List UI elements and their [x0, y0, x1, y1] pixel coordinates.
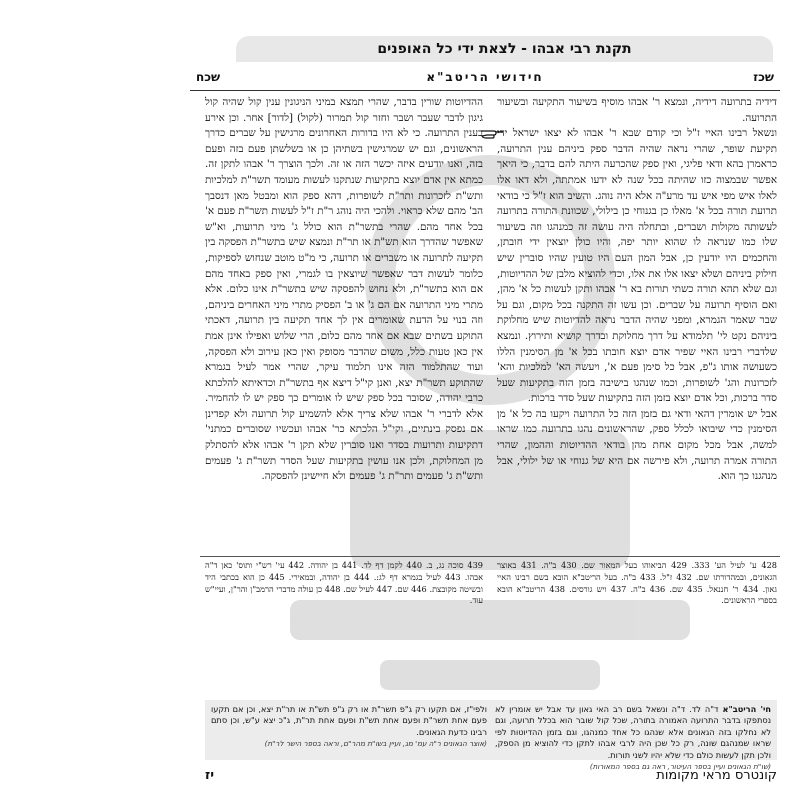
running-head-title: חידושי הריטב"א [426, 70, 544, 84]
page-number-right: שכז [753, 70, 774, 84]
text-paragraph: דידיה בתרועה דידיה, ונמצא ר' אבהו מוסיף בשיעור התקיעה ובשיעור התרועה. [497, 96, 777, 124]
sources-box-right [495, 704, 771, 772]
pointing-hand-icon [480, 126, 504, 140]
text-paragraph: ההדיוטות שורין בדבר, שהרי תמצא במיני הניגונין ענין קול שהיה קול גיגון לדבר שעבר ושבר וחזר קול תמרור (לקול) [לדור] אחר. וכן אירע בענין התרועה. כי לא היו בדורות האחרונים מרגישין על שברים כדרך הראשונים, וגם יש שמרגישין בשתיהן כן או בשלשתן פעם בזה ופעם בזה, ואנו יודעים איזה יכשר הזה או זה. ולכך הוצרך ר' אבהו לתקן זה. כמתא אין אדם יוצא בתקיעות שנתקנו לעשות מעומד תשר"ת למלכיות ותש"ת לזכרונות ותר"ת לשופרות, דהא ספק הוא ומבטל מאן דנסבך הב' מהם שלא כראוי. ולהכי היה נוהג ר"ת ז"ל לעשות תשר"ת פעם א' בכל אחד מהם. שהרי בתשר"ת הוא כולל ג' מיני תרועות, וא"ש שאפשר שהדרך הוא תש"ת או תר"ת ונמצא שיש בתשר"ת הפסקה בין תקיעה לתרועה או משברים או תרועה, כי מ"ט מוטב שנחוש לספיקות, כלומר לעשות דבר שאפשר שיוצאין בו לגמרי, ואין ספק באחד מהם אם הוא בתשר"ת, ולא נחוש להפסקה שיש בתשר"ת אינו כלום. אלא מתרי מיני התרועה אם הם ג' או ב' הפסיק מתרי מיני האחרים ביניהם, וזה בנוי על הדעת שאומרים אין לך אחד תקיעה בין תרועה, דאכתי התוקע בשתים שבא אם אחד מהם כלום, הרי שלוש ואפילו אינן אמת אין כאן טעות כלל, משום שהדבר מסופק ואין כאן עירוב ולא הפסקה, ועוד שהתלמוד הזה אינו תלמוד עיקר, שהרי אמר לעיל בגמרא שהתוקע תשר"ת יצא, ואנן קי"ל דיצא אף בתשר"ת וכדאיתא להלכתא כרבי יהודה, שסובר בכל ספק שיש לו אומרים כך ספק יש לו להחמיר. אלא לדברי ר' אבהו שלא צריך אלא להשמיע קול תרועה ולא קפדינן אם נפסק בינתיים, וקי"ל הלכתא כר' אבהו ועכשיו שסוברים כמתני' דתקיעות ותרועות בסדר ואנו סוברין שלא תקן ר' אבהו אלא להסתלק מן המחלוקת, ולכן אנו עושין בתקיעות שעל הסדר תשר"ת ג' פעמים ותש"ת ג' פעמים ותר"ת ג' פעמים ולא חיישינן להפסקה. [205, 96, 483, 483]
page-number: יז [205, 768, 215, 783]
footnote-divider [200, 556, 780, 557]
page-number-left: שכח [196, 70, 221, 84]
sources-box-citation: (שו"ת הגאונים ועיין בספר העיטור, ראה גם בספר המאורות) [589, 762, 771, 772]
sources-box-lead: חי' הריטב"א [722, 704, 771, 714]
sources-box-text: ולפי"ז, אם תקעו רק ג"פ תשר"ת או רק ג"פ תש"ת או תר"ת יצא, וכן אם תקעו פעם אחת תשר"ת ופעם אחת תש"ת ופעם אחת תר"ת, ג"כ יצא ע"ש, וכן סתם רבינו כדעת הגאונים. [211, 704, 487, 737]
footnote-text: 428 ע' לעיל הע' 333. 429 הביאוהו בעל המאור שם. 430 ב"ה. 431 באוצר הגאונים, ובמהדורתו שם. 432 ז"ל. 433 ב"ה. בעל הריטב"א הובא בשם רבינו האיי גאון. 434 ר' חננאל. 435 שם. 436 ב"ה. 437 ויש גורסים. 438 הריטב"א הובא בספרי הראשונים. [497, 560, 777, 606]
text-paragraph: אבל יש אומרין דהאי ודאי גם בזמן הזה כל התרועה ויקעו בה כל א' מן הסימנין כדי שיבואו לכלל ספק, שהראשונים נהגו בתרועה כמו שראו למשה, אבל מכל מקום אחת מהן בודאי ההדיוטות וההמון, שהרי התורה אמרה תרועה, ולא פירשה אם היא של גנוחי או של ילולי, אבל מנהגנו כך הוא. [497, 407, 777, 483]
sources-box-left [211, 704, 487, 750]
footnote-text: 439 סוכה נג, ב. 440 לקמן דף לד. 441 בן יהודה. 442 עי' רש"י ותוס' כאן ד"ה אבהו. 443 לעיל בגמרא דף לג:. 444 בן יהודה, ובמאירי. 445 כן הוא בכתבי היד ובשיטה מקובצת. 446 שם. 447 לעיל שם. 448 כן עולה מדברי הרמב"ן והר"ן, ועיי"ש עוד. [205, 560, 484, 606]
footnotes-right [497, 560, 777, 692]
sources-box [205, 700, 777, 772]
sources-box-citation: (אוצר הגאונים ר"ה עמ' מג, ועיין בשו"ת מהר"ם, וראה בספר הישר לר"ת) [264, 739, 487, 749]
running-head [190, 68, 780, 88]
page-title: תקנת רבי אבהו - לצאת ידי כל האופנים [377, 41, 632, 57]
text-paragraph: ונשאל רבינו האיי ז"ל וכי קודם שבא ר' אבהו לא יצאו ישראל ידי תקיעת שופר, שהרי נראה שהיה הדבר ספק ביניהם ענין התרועה, כראמרן בהא ודאי פליגי, ואין ספק שהכרעה היתה להם בדבר, כי היאך אפשר שבמצוה כזו שהיתה בכל שנה לא ידעו אמתתה, ולא דאו אלו לאלו איש מפי איש עד מרע"ה אלא היה נוהג. והשיב הוא ז"ל כי בודאי תרועת תורה בכל א' מאלו כן בגנוחי כן בילולי, שכוונת התורה בתרועה לעשותה מקולות ושברים, ובתחלה היה עושה זה כמנהגו וזה בשיעור שלו כמו שנראה לו שהוא יותר יפה, והיו כולן יוצאין ידי חובתן, והחכמים היו יודעין כן, אבל המון העם היו טועין שהיו סוברין שיש חילוק ביניהם ושלא יצאו אלו את אלו, וכדי להוציא מלבן של ההדיוטות, וגם שלא תהא תורה כשתי תורות בא ר' אבהו ותקן לעשות כל א' מהן, ואם הוסיף תרועה על שברים. וכן עשו זה התקנה בכל מקום, וגם על שבר שאמר הגמרא, ומפני שהיה הדבר נראה להדיוטות שיש מחלוקת ביניהם נקט לי' תלמודא על דרך מחלוקת ובדרך קושיא ותירוץ. ונמצא שלדברי רבינו האיי שפיר אדם יוצא חובתו בכל א' מן הסימנין הללו כשעושה אותו ג"פ, אבל כל סימן פעם א', ויעשה הא' למלכיות והא' לזכרונות והג' לשופרות, וכמו שנהגו בישיבה בזמן הזה בתקיעות שעל סדר ברכות, וכל אדם יוצא בזמן הזה בתקיעות שעל סדר ברכות. [497, 127, 777, 405]
page-footer [205, 768, 777, 786]
sources-box-text: ד"ה לד. ד"ה ונשאל בשם רב האי גאון עד אבל יש אומרין לא נסתפקו בדבר התרועה האמורה בתורה, שכל קול שובר הוא בכלל תרועה, וגם לא נחלקו בזה הגאונים אלא שנהגו כל אחד כמנהגו, וגם בזמן ההדיוטות לפי שראו שמנהגם שונה, רק כל שכן היה לרבי אבהו לתקן כדי להוציא מן הספק, ולכן תקן לעשות כולם כדי שלא יהיו לשני תורות. [495, 704, 771, 760]
header-divider [190, 90, 780, 91]
main-column-right [497, 95, 777, 550]
main-column-left [205, 95, 483, 550]
series-title: קונטרס מראי מקומות [656, 768, 777, 783]
page-header [236, 36, 773, 62]
footnotes-left [205, 560, 483, 692]
